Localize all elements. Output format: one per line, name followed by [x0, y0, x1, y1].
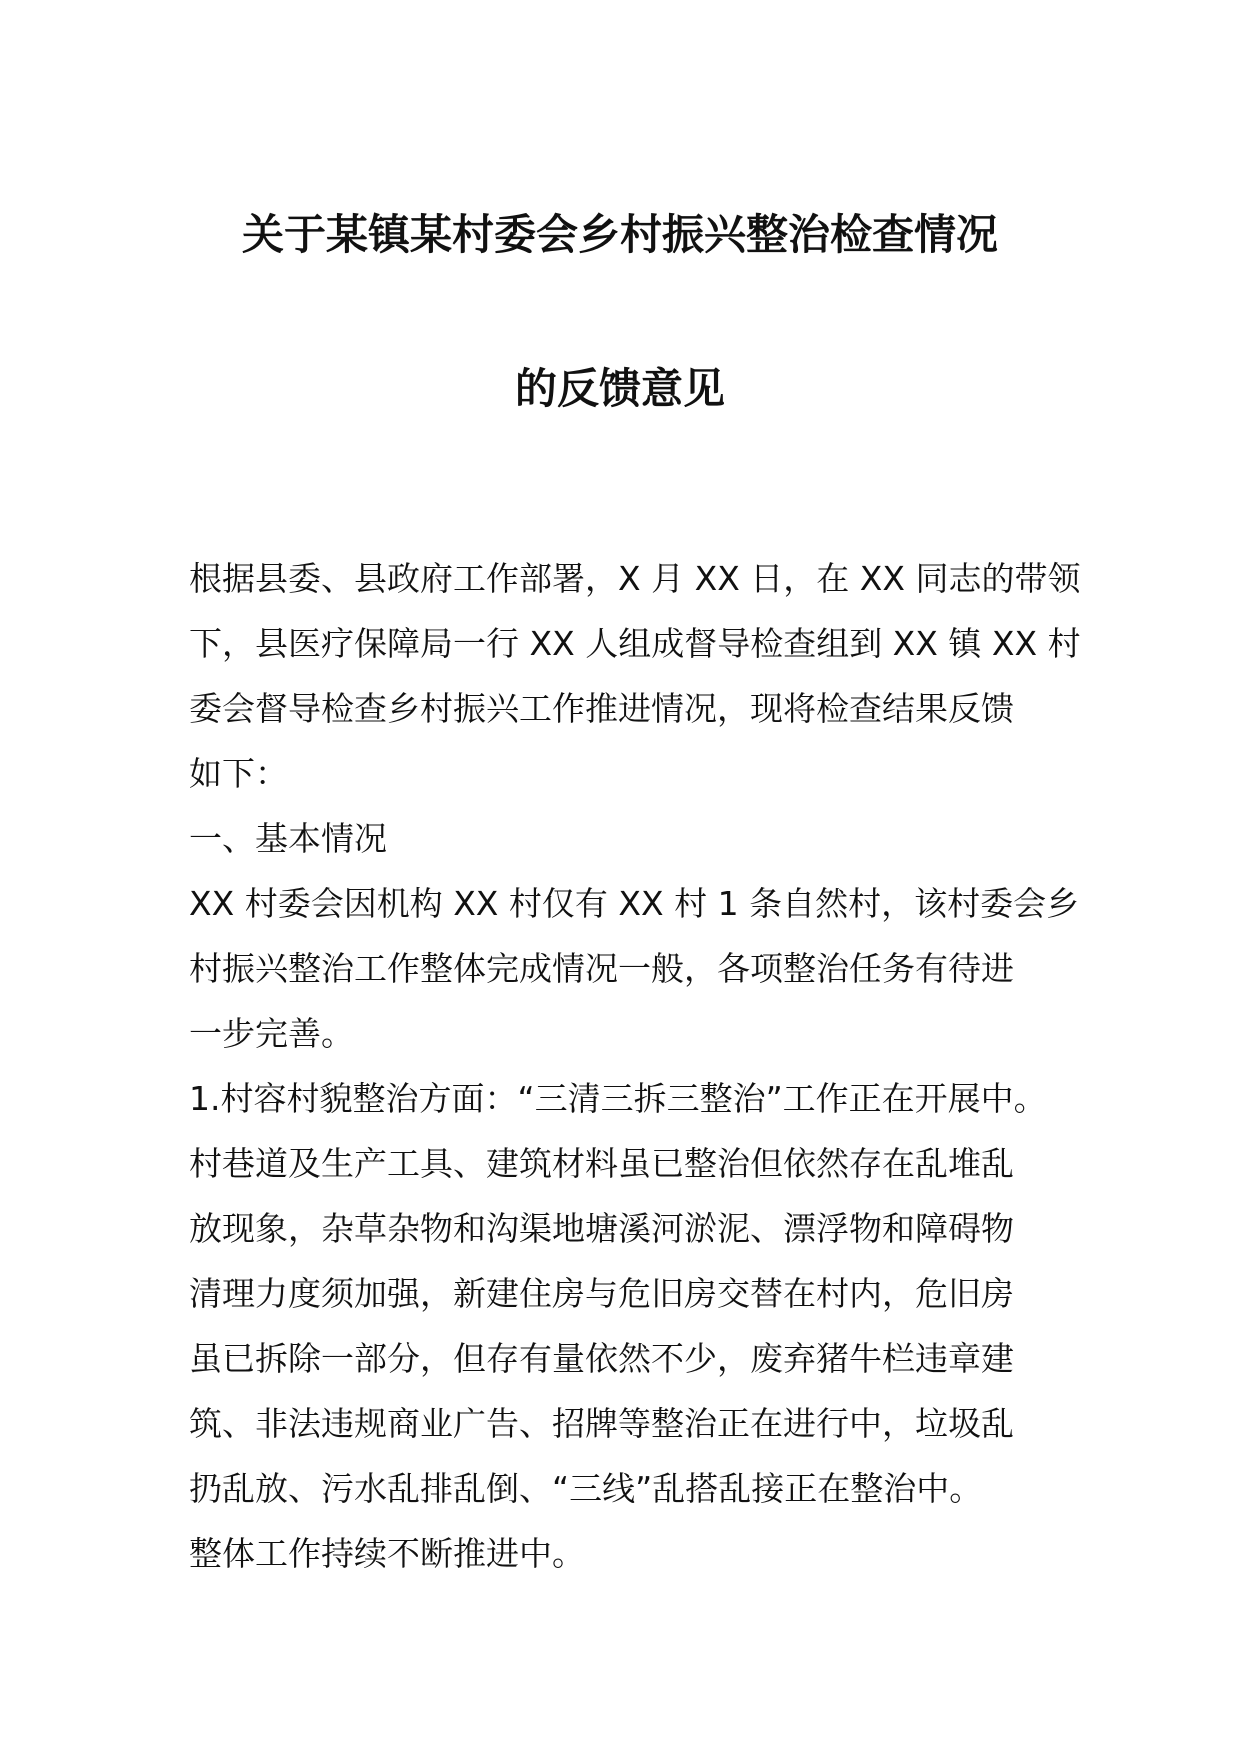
paragraph-basic-line-1: XX 村委会因机构 XX 村仅有 XX 村 1 条自然村，该村委会乡 [189, 884, 1080, 923]
paragraph-village-line-7: 扔乱放、污水乱排乱倒、“三线”乱搭乱接正在整治中。 [189, 1469, 983, 1508]
section-heading-basic-situation: 一、基本情况 [189, 819, 387, 858]
paragraph-village-line-3: 放现象，杂草杂物和沟渠地塘溪河淤泥、漂浮物和障碍物 [189, 1209, 1014, 1248]
paragraph-basic-line-3: 一步完善。 [189, 1014, 354, 1053]
paragraph-intro-line-3: 委会督导检查乡村振兴工作推进情况，现将检查结果反馈 [189, 689, 1014, 728]
document-title-line-1: 关于某镇某村委会乡村振兴整治检查情况 [241, 210, 998, 259]
paragraph-village-line-4: 清理力度须加强，新建住房与危旧房交替在村内，危旧房 [189, 1274, 1014, 1313]
paragraph-intro-line-2: 下，县医疗保障局一行 XX 人组成督导检查组到 XX 镇 XX 村 [189, 624, 1081, 663]
paragraph-intro-line-4: 如下： [189, 754, 288, 793]
paragraph-village-line-8: 整体工作持续不断推进中。 [189, 1534, 585, 1573]
document-title-line-2: 的反馈意见 [514, 364, 725, 413]
paragraph-intro-line-1: 根据县委、县政府工作部署，X 月 XX 日，在 XX 同志的带领 [189, 559, 1081, 598]
paragraph-village-line-1: 1.村容村貌整治方面：“三清三拆三整治”工作正在开展中。 [189, 1079, 1047, 1118]
paragraph-village-line-2: 村巷道及生产工具、建筑材料虽已整治但依然存在乱堆乱 [189, 1144, 1014, 1183]
paragraph-basic-line-2: 村振兴整治工作整体完成情况一般，各项整治任务有待进 [189, 949, 1014, 988]
paragraph-village-line-6: 筑、非法违规商业广告、招牌等整治正在进行中，垃圾乱 [189, 1404, 1014, 1443]
paragraph-village-line-5: 虽已拆除一部分，但存有量依然不少，废弃猪牛栏违章建 [189, 1339, 1014, 1378]
document-body [189, 546, 1081, 1586]
